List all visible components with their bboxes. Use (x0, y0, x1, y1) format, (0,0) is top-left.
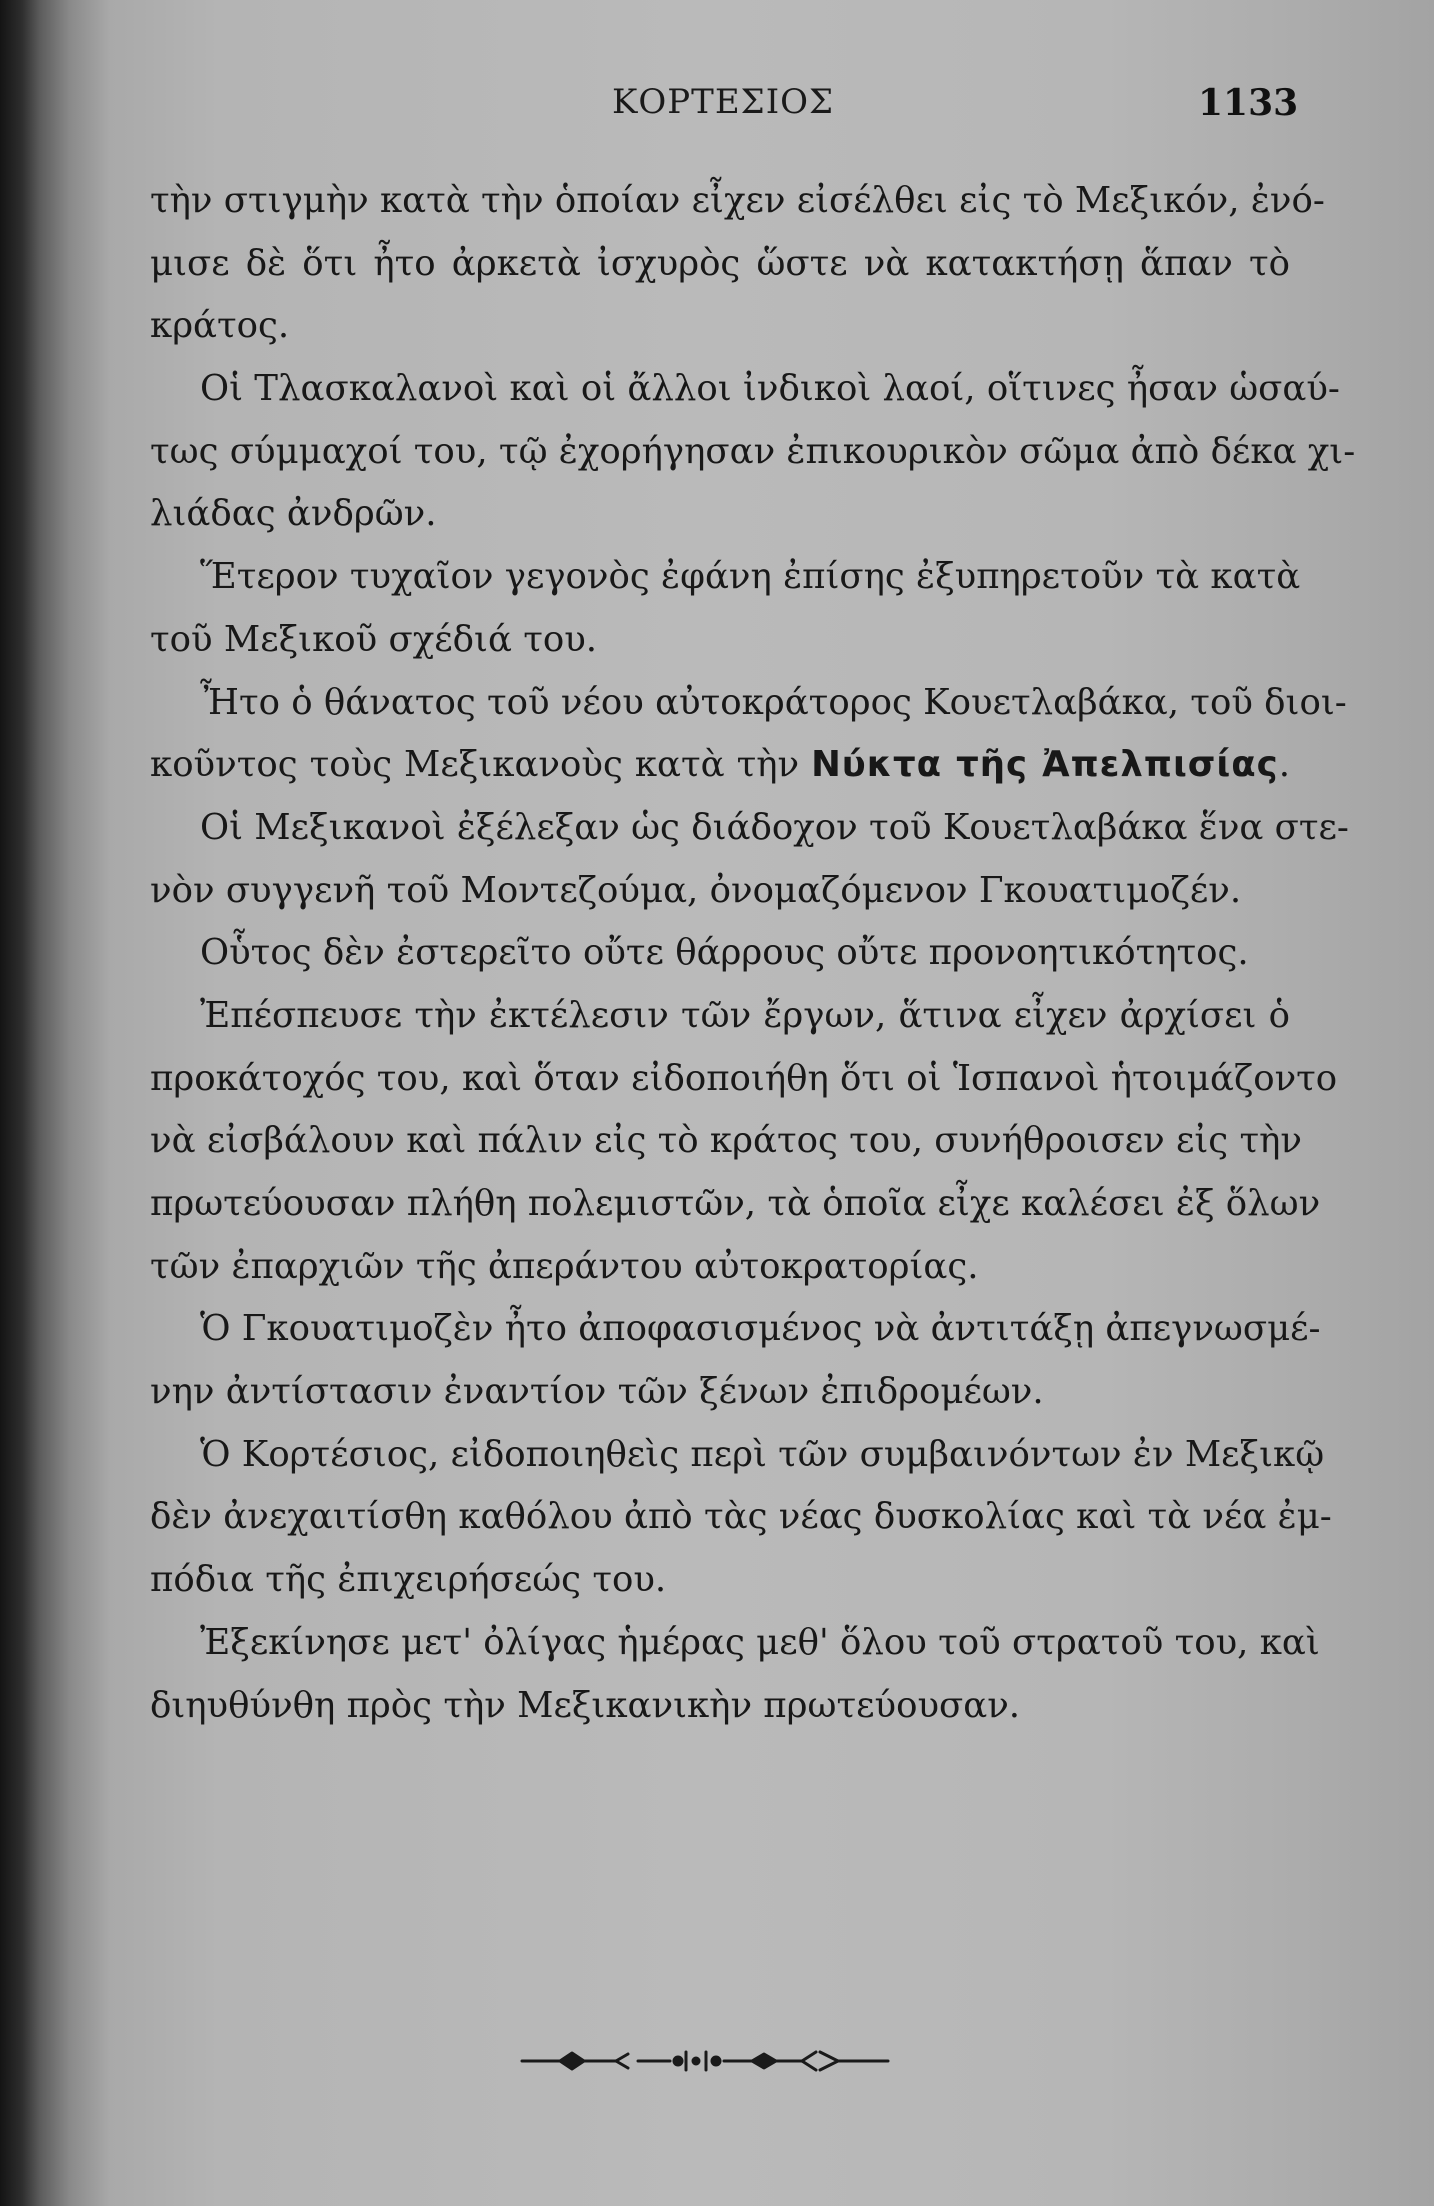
text-line: τοῦ Μεξικοῦ σχέδιά του. (150, 618, 598, 660)
text-line: νὰ εἰσβάλουν καὶ πάλιν εἰς τὸ κράτος του, συνήθροισεν εἰς τὴν (150, 1120, 1302, 1162)
text-line-emphasis (150, 734, 1290, 797)
page-number: 1133 (1198, 82, 1299, 124)
text-line: διηυθύνθη πρὸς τὴν Μεξικανικὴν πρωτεύουσαν. (150, 1684, 1021, 1726)
text-line: πόδια τῆς ἐπιχειρήσεώς του. (150, 1559, 667, 1601)
running-head: ΚΟΡΤΕΣΙΟΣ (612, 82, 835, 122)
text-line: Ὁ Κορτέσιος, εἰδοποιηθεὶς περὶ τῶν συμβαινόντων ἐν Μεξικῷ (200, 1433, 1325, 1475)
text-line: κράτος. (150, 305, 290, 347)
tailpiece-ornament (520, 2040, 890, 2080)
text-line: Ὁ Γκουατιμοζὲν ἦτο ἀποφασισμένος νὰ ἀντιτάξῃ ἀπεγνωσμέ- (200, 1308, 1321, 1350)
text-line: πρωτεύουσαν πλήθη πολεμιστῶν, τὰ ὁποῖα εἶχε καλέσει ἐξ ὅλων (150, 1183, 1321, 1224)
text-line: Οὗτος δὲν ἐστερεῖτο οὔτε θάρρους οὔτε προνοητικότητος. (200, 932, 1249, 974)
text-line: δὲν ἀνεχαιτίσθη καθόλου ἀπὸ τὰς νέας δυσκολίας καὶ τὰ νέα ἐμ- (150, 1496, 1332, 1538)
text-line: Ἕτερον τυχαῖον γεγονὸς ἐφάνη ἐπίσης ἐξυπηρετοῦν τὰ κατὰ (200, 556, 1301, 598)
text-line: προκάτοχός του, καὶ ὅταν εἰδοποιήθη ὅτι οἱ Ἱσπανοὶ ἡτοιμάζοντο (150, 1057, 1338, 1099)
text-line: Οἱ Μεξικανοὶ ἐξέλεξαν ὡς διάδοχον τοῦ Κουετλαβάκα ἕνα στε- (200, 806, 1349, 848)
text-line: νὸν συγγενῆ τοῦ Μοντεζούμα, ὀνομαζόμενον Γκουατιμοζέν. (150, 869, 1242, 911)
text-line: Οἱ Τλασκαλανοὶ καὶ οἱ ἄλλοι ἰνδικοὶ λαοί, οἵτινες ἦσαν ὡσαύ- (200, 368, 1340, 410)
text-line: τως σύμμαχοί του, τῷ ἐχορήγησαν ἐπικουρικὸν σῶμα ἀπὸ δέκα χι- (150, 430, 1356, 472)
text-line: τῶν ἐπαρχιῶν τῆς ἀπεράντου αὐτοκρατορίας. (150, 1245, 979, 1287)
text-line: νην ἀντίστασιν ἐναντίον τῶν ξένων ἐπιδρομέων. (150, 1371, 1044, 1413)
text-line: τὴν στιγμὴν κατὰ τὴν ὁποίαν εἶχεν εἰσέλθει εἰς τὸ Μεξικόν, ἐνό- (150, 180, 1325, 221)
emphasized-phrase: Νύκτα τῆς Ἀπελπισίας (811, 744, 1279, 786)
page-header (0, 82, 1434, 132)
text-segment: κοῦντος τοὺς Μεξικανοὺς κατὰ τὴν (150, 744, 800, 786)
text-line: Ἦτο ὁ θάνατος τοῦ νέου αὐτοκράτορος Κουετλαβάκα, τοῦ διοι- (200, 681, 1347, 723)
text-line: μισε δὲ ὅτι ἦτο ἀρκετὰ ἰσχυρὸς ὥστε νὰ κατακτήσῃ ἅπαν τὸ (150, 242, 1290, 284)
body-text (150, 170, 1356, 1737)
text-line: Ἐξεκίνησε μετ' ὀλίγας ἡμέρας μεθ' ὅλου τοῦ στρατοῦ του, καὶ (200, 1621, 1320, 1663)
text-segment: . (1278, 744, 1290, 786)
text-line: Ἐπέσπευσε τὴν ἐκτέλεσιν τῶν ἔργων, ἅτινα εἶχεν ἀρχίσει ὁ (200, 994, 1290, 1036)
text-line: λιάδας ἀνδρῶν. (150, 493, 437, 535)
